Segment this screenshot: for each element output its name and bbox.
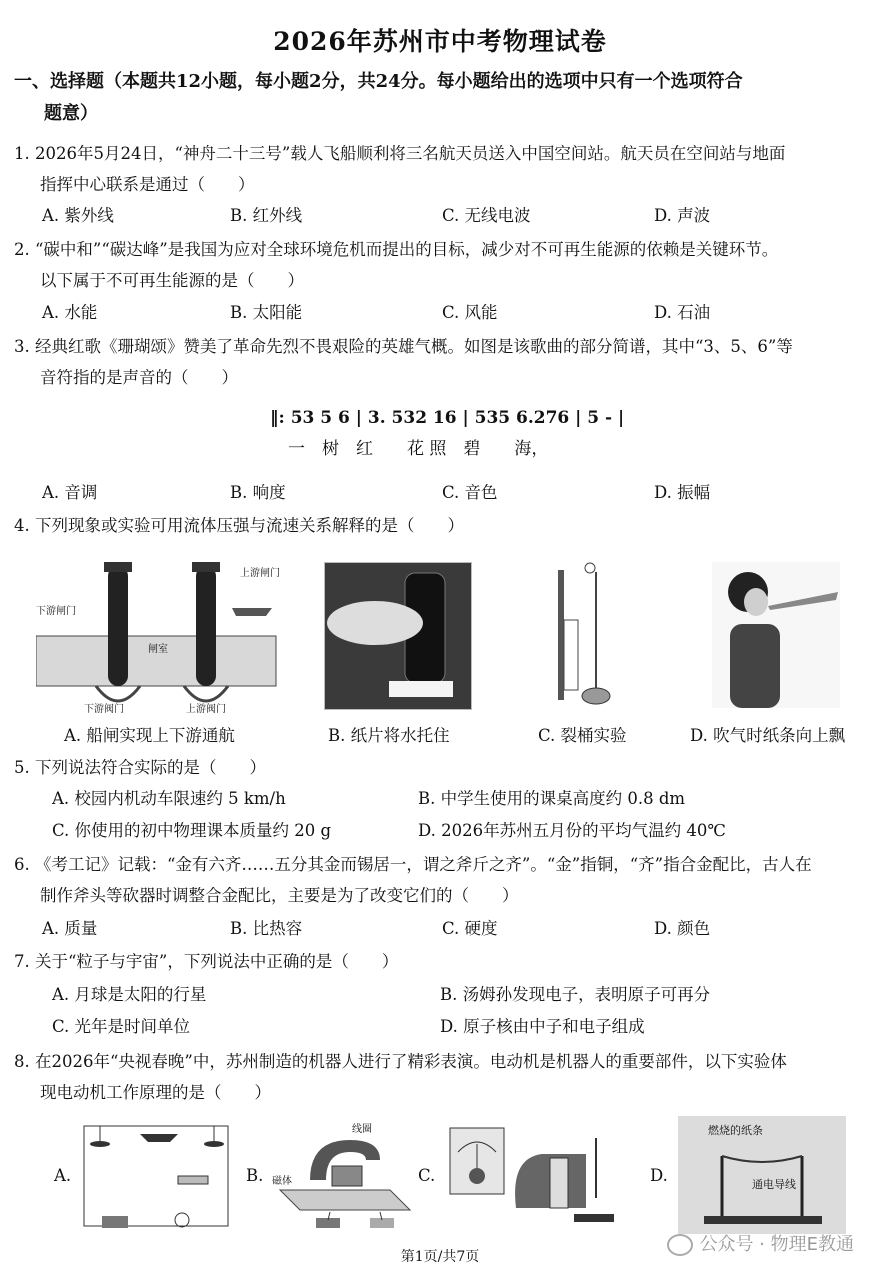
option-c[interactable]: C. 你使用的初中物理课本质量约 20 g [52,821,332,840]
score-lyrics: 一 树 红 花 照 碧 海， [288,439,549,459]
option-d-letter[interactable]: D. [650,1166,668,1185]
question-5-options-row2 [52,816,872,846]
question-1: 1. 2026年5月24日，“神舟二十三号”载人飞船顺利将三名航天员送入中国空间站。航天员在空间站与地面 指挥中心联系是通过（ ） [14,144,786,194]
option-a-letter[interactable]: A. [54,1166,72,1185]
label-lock-chamber: 闸室 [148,644,168,655]
option-a[interactable]: A. 月球是太阳的行星 [52,985,207,1004]
score-notes: ‖: 53 5 6 | 3. 532 16 | 535 6.276 | 5 - | [270,408,625,428]
caption-b[interactable]: B. 纸片将水托住 [328,726,450,745]
question-5: 5. 下列说法符合实际的是（ ） [14,758,266,777]
option-c-letter[interactable]: C. [418,1166,436,1185]
question-2: 2. “碳中和”“碳达峰”是我国为应对全球环境危机而提出的目标，减少对不可再生能源的依赖是关键环节。 以下属于不可再生能源的是（ ） [14,240,779,290]
option-b[interactable]: B. 太阳能 [230,303,303,322]
figure-8c-galvanometer [446,1118,636,1232]
music-score [270,408,630,468]
question-7-options-row1 [52,980,872,1010]
figure-ship-lock [36,556,296,716]
option-b[interactable]: B. 比热容 [230,919,303,938]
figure-blowing-paper [712,562,840,708]
label-energized-wire: 通电导线 [752,1178,796,1191]
wechat-icon [667,1234,693,1256]
question-4: 4. 下列现象或实验可用流体压强与流速关系解释的是（ ） [14,516,464,535]
figure-8a-circuit [82,1120,232,1230]
watermark: 公众号 · 物理E教通 [667,1230,854,1256]
question-7: 7. 关于“粒子与宇宙”，下列说法中正确的是（ ） [14,952,399,971]
option-a[interactable]: A. 水能 [42,303,98,322]
figure-paper-holds-water [324,562,472,710]
caption-c[interactable]: C. 裂桶实验 [538,726,627,745]
label-downstream-valve: 下游阀门 [84,704,124,715]
galvanometer-magnet-drawing [446,1118,636,1232]
option-c[interactable]: C. 音色 [442,483,498,502]
figure-barrel-experiment [550,560,620,710]
girl-blowing-photo [712,562,840,708]
option-b[interactable]: B. 中学生使用的课桌高度约 0.8 dm [418,789,686,808]
caption-a[interactable]: A. 船闸实现上下游通航 [64,726,235,745]
question-5-options-row1 [52,784,872,814]
section-heading: 一、选择题（本题共12小题，每小题2分，共24分。每小题给出的选项中只有一个选项符合 题意） [14,71,743,124]
ship-lock-diagram [36,556,296,716]
label-upstream-valve: 上游阀门 [186,704,226,715]
barrel-experiment-drawing [550,560,620,710]
option-d[interactable]: D. 振幅 [654,483,711,502]
label-burning-paper: 燃烧的纸条 [708,1124,763,1137]
question-7-options-row2 [52,1012,872,1042]
question-3-options [42,478,862,508]
question-2-options [42,298,862,328]
question-3: 3. 经典红歌《珊瑚颂》赞美了革命先烈不畏艰险的英雄气概。如图是该歌曲的部分简谱，其中“3、5、6”等 音符指的是声音的（ ） [14,337,793,387]
caption-d[interactable]: D. 吹气时纸条向上飘 [690,726,846,745]
figure-8d-wire-photo [678,1116,846,1234]
label-downstream-gate: 下游闸门 [36,606,76,617]
option-a[interactable]: A. 紫外线 [42,206,114,225]
question-1-options [42,201,862,231]
option-d[interactable]: D. 2026年苏州五月份的平均气温约 40℃ [418,821,726,840]
option-b[interactable]: B. 响度 [230,483,286,502]
option-b[interactable]: B. 红外线 [230,206,303,225]
figure-8b-magnet [270,1120,420,1240]
option-d[interactable]: D. 声波 [654,206,711,225]
question-6-options [42,914,862,944]
option-d[interactable]: D. 石油 [654,303,711,322]
option-b-letter[interactable]: B. [246,1166,264,1185]
option-c[interactable]: C. 无线电波 [442,206,531,225]
page-footer: 第1页/共7页 [400,1249,480,1265]
parallel-rails-circuit [82,1120,232,1230]
label-upstream-gate: 上游闸门 [240,568,280,579]
label-coil: 线圈 [352,1124,372,1135]
option-c[interactable]: C. 光年是时间单位 [52,1017,191,1036]
option-c[interactable]: C. 硬度 [442,919,498,938]
question-8: 8. 在2026年“央视春晚”中，苏州制造的机器人进行了精彩表演。电动机是机器人的重要部件，以下实验体 现电动机工作原理的是（ ） [14,1052,787,1102]
option-c[interactable]: C. 风能 [442,303,498,322]
option-a[interactable]: A. 音调 [42,483,98,502]
option-b[interactable]: B. 汤姆孙发现电子，表明原子可再分 [440,985,711,1004]
option-d[interactable]: D. 原子核由中子和电子组成 [440,1017,645,1036]
option-a[interactable]: A. 校园内机动车限速约 5 km/h [52,789,286,808]
page-title: 2026年苏州市中考物理试卷 [273,27,607,56]
label-magnet: 磁体 [272,1176,292,1187]
option-a[interactable]: A. 质量 [42,919,98,938]
magnet-coil-drawing [270,1120,420,1240]
option-d[interactable]: D. 颜色 [654,919,711,938]
question-6: 6. 《考工记》记载：“金有六齐……五分其金而锡居一，谓之斧斤之齐”。“金”指铜，“齐”指合金配比，古人在 制作斧头等砍器时调整合金配比，主要是为了改变它们的（ ） [14,855,812,905]
inverted-bottle-photo [325,563,471,709]
